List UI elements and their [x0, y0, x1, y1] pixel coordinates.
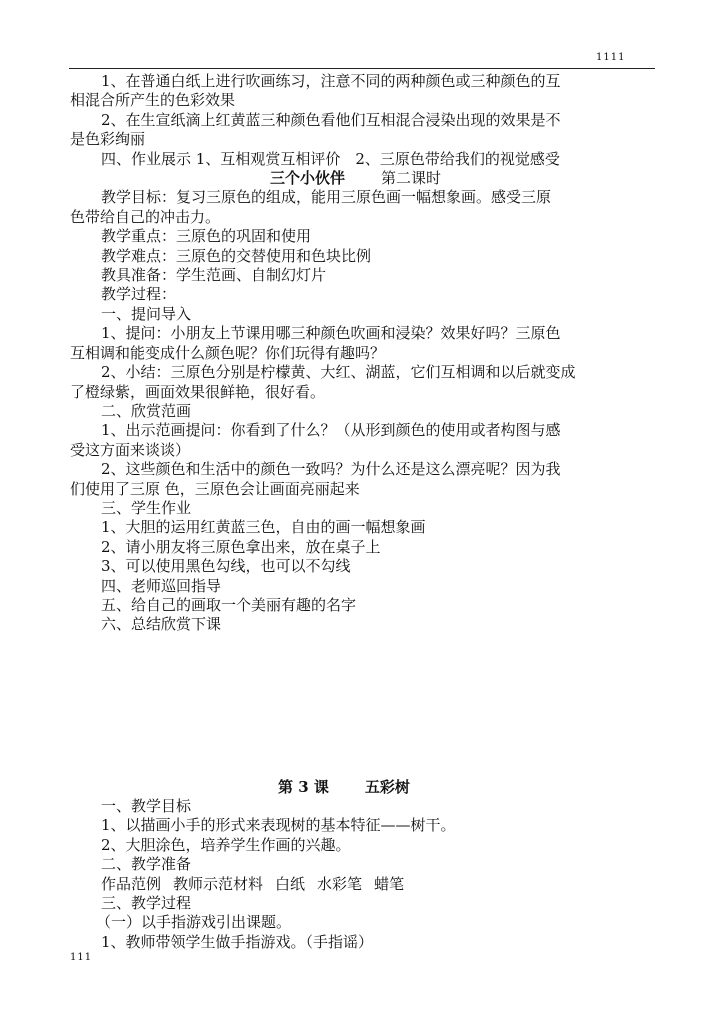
text-line: 相混合所产生的色彩效果	[70, 91, 236, 110]
text-line: 1、出示范画提问：你看到了什么？（从形到颜色的使用或者构图与感	[101, 421, 561, 440]
text-line: 2、请小朋友将三原色拿出来，放在桌子上	[101, 537, 381, 556]
text-line: 教具准备：学生范画、自制幻灯片	[101, 266, 327, 285]
text-line: 教学难点：三原色的交替使用和色块比例	[101, 246, 372, 265]
materials-line	[70, 875, 630, 894]
text-line: 受这方面来谈谈）	[70, 440, 191, 459]
text-line: 2、这些颜色和生活中的颜色一致吗？为什么还是这么漂亮呢？因为我	[101, 460, 561, 479]
lesson-text-block	[70, 797, 630, 952]
text-line: 是色彩绚丽	[70, 130, 146, 149]
lesson-title-name: 三个小伙伴	[270, 169, 346, 188]
text-line: 二、教学准备	[101, 855, 192, 874]
text-line: 教学重点：三原色的巩固和使用	[101, 227, 312, 246]
text-line: 教学过程：	[101, 285, 177, 304]
text-line: 三、教学过程	[101, 894, 192, 913]
text-line: 了橙绿紫，画面效果很鲜艳，很好看。	[70, 382, 326, 401]
material-item: 蜡笔	[374, 874, 405, 893]
text-line: 一、教学目标	[101, 797, 192, 815]
lesson-title	[70, 778, 630, 797]
text-line: 1、提问：小朋友上节课用哪三种颜色吹画和浸染？效果好吗？三原色	[101, 324, 561, 343]
header-rule	[69, 68, 655, 69]
header-page-number: 1111	[596, 52, 626, 63]
text-line: 互相调和能变成什么颜色呢？你们玩得有趣吗？	[70, 343, 386, 362]
text-line: 2、小结：三原色分别是柠檬黄、大红、湖蓝，它们互相调和以后就变成	[101, 363, 576, 382]
text-line: 四、老师巡回指导	[101, 576, 222, 595]
lesson-title-period: 第二课时	[381, 169, 442, 188]
text-line: 三、学生作业	[101, 498, 192, 517]
text-line: 1、教师带领学生做手指游戏。（手指谣）	[101, 932, 374, 951]
material-item: 作品范例	[101, 874, 162, 893]
text-line: 1、在普通白纸上进行吹画练习，注意不同的两种颜色或三种颜色的互	[101, 72, 561, 90]
text-line: 1、以描画小手的形式来表现树的基本特征——树干。	[101, 816, 456, 835]
lesson-title-name: 五彩树	[364, 778, 410, 796]
text-line: 一、提问导入	[101, 304, 192, 323]
text-line: 2、在生宣纸滴上红黄蓝三种颜色看他们互相混合浸染出现的效果是不	[101, 110, 561, 129]
text-line: 四、作业展示 1、互相观赏互相评价 2、三原色带给我们的视觉感受	[101, 149, 560, 168]
text-line: 色带给自己的冲击力。	[70, 207, 221, 226]
text-line: 们使用了三原 色，三原色会让画面亮丽起来	[70, 479, 360, 498]
material-item: 水彩笔	[317, 874, 363, 893]
text-line: 六、总结欣赏下课	[101, 615, 222, 634]
material-item: 教师示范材料	[173, 874, 264, 893]
text-line: 五、给自己的画取一个美丽有趣的名字	[101, 595, 357, 614]
lesson-title-number: 第 3 课	[278, 778, 329, 796]
text-line: （一）以手指游戏引出课题。	[96, 913, 292, 932]
text-line: 1、大胆的运用红黄蓝三色，自由的画一幅想象画	[101, 518, 426, 537]
footer-page-number: 111	[70, 952, 93, 963]
text-line: 二、欣赏范画	[101, 401, 192, 420]
text-line: 3、可以使用黑色勾线，也可以不勾线	[101, 557, 351, 576]
text-line: 2、大胆涂色，培养学生作画的兴趣。	[101, 835, 351, 854]
material-item: 白纸	[275, 874, 306, 893]
lesson-text-block	[70, 72, 630, 635]
lesson-title	[70, 169, 630, 188]
text-line: 教学目标：复习三原色的组成，能用三原色画一幅想象画。感受三原	[101, 188, 552, 207]
